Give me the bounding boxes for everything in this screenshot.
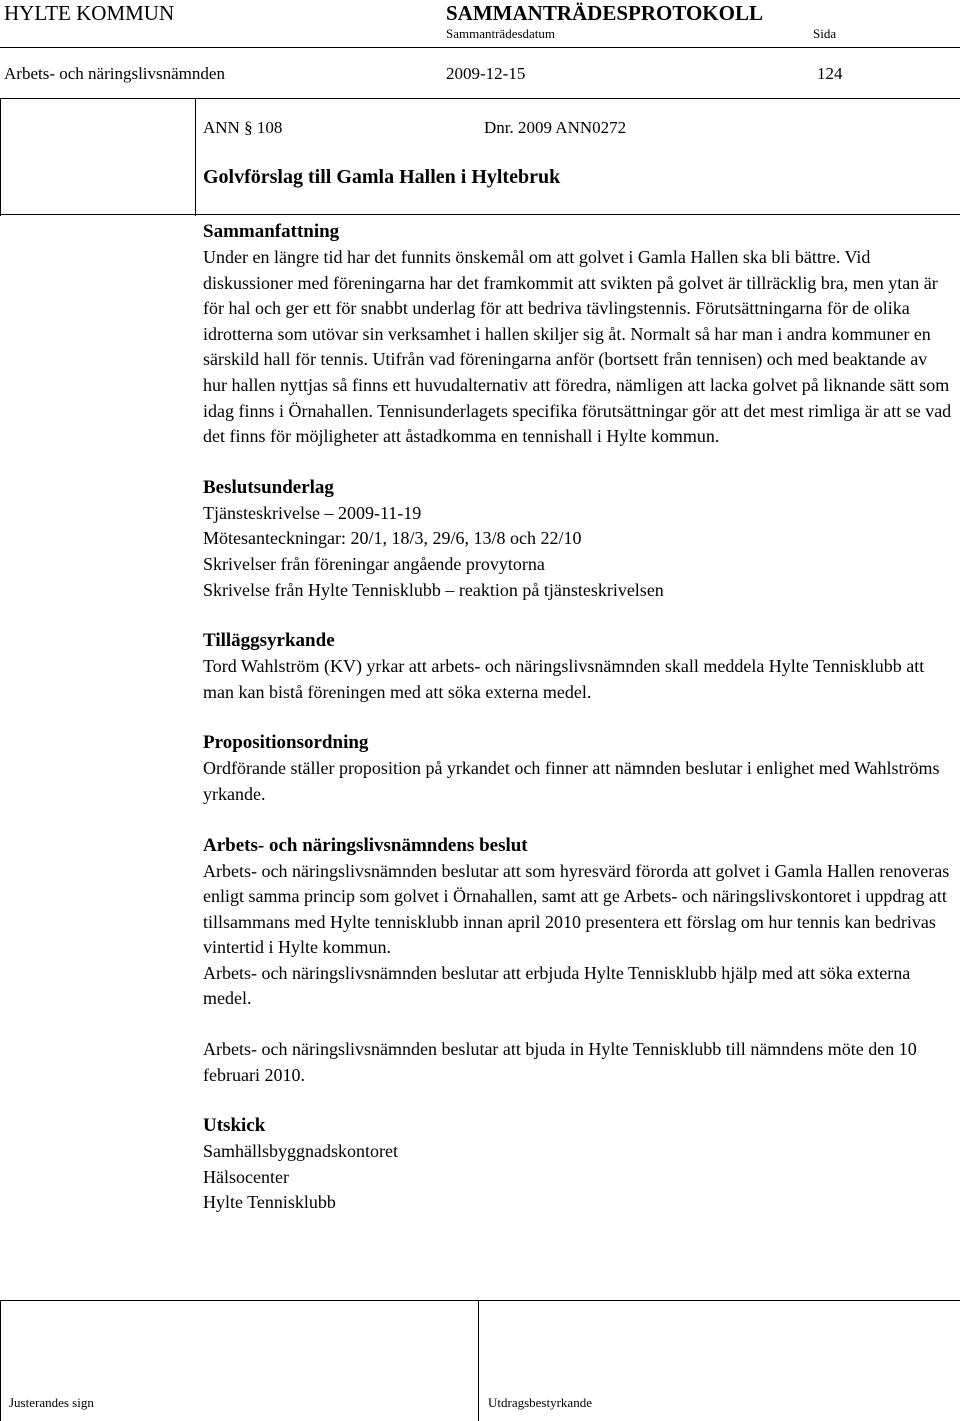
header-bottom-rule (0, 98, 960, 99)
decision-paragraph-1: Arbets- och näringslivsnämnden beslutar att som hyresvärd förorda att golvet i Gamla Hallen renoveras enligt samma princip som golvet i Örnahallen, samt att ge Arbets- och näringslivskontoret i uppdrag att tillsammans med Hylte tennisklubb innan april 2010 presentera ett förslag om hur tennis kan bedrivas vintertid i Hylte kommun. (203, 860, 950, 958)
summary-text: Under en längre tid har det funnits önskemål om att golvet i Gamla Hallen ska bli bättre. Vid diskussioner med föreningarna har det framkommit att svikten på golvet är tillräcklig bra, men ytan är för hal och ger ett för snabbt underlag för att bedriva tävlingstennis. Förutsättningarna för de olika idrotterna som utövar sin verksamhet i hallen skiljer sig åt. Normalt så har man i andra kommuner en särskild hall för tennis. Utifrån vad föreningarna anför (bortsett från tennisen) och med beaktande av hur hallen nyttjas så finns ett huvudalternativ att föredra, nämligen att lacka golvet på liknande sätt som idag finns i Örnahallen. Tennisunderlagets specifika förutsättningar gör att det mest rimliga är att se vad det finns för möjligheter att åstadkomma en tennishall i Hylte kommun. (203, 247, 952, 447)
addition-heading: Tilläggsyrkande (203, 630, 335, 652)
document-type: SAMMANTRÄDESPROTOKOLL (446, 1, 763, 25)
header-rule (0, 47, 960, 48)
proposition-heading: Propositionsordning (203, 732, 369, 754)
title-rule (0, 214, 960, 215)
addition-text: Tord Wahlström (KV) yrkar att arbets- och näringslivsnämnden skall meddela Hylte Tennisklubb att man kan bistå föreningen med att söka externa medel. (203, 656, 925, 702)
summary-heading: Sammanfattning (203, 221, 340, 242)
decision-paragraph-3: Arbets- och näringslivsnämnden beslutar att bjuda in Hylte Tennisklubb till nämndens möte den 10 februari 2010. (203, 1039, 917, 1085)
proposition-section (203, 730, 955, 807)
distribution-item: Hylte Tennisklubb (203, 1192, 336, 1213)
case-reference (203, 118, 282, 138)
committee-name: Arbets- och näringslivsnämnden (4, 64, 225, 83)
basis-item: Skrivelser från föreningar angående provytorna (203, 553, 545, 574)
protocol-body (203, 219, 955, 1216)
decision-paragraph-2: Arbets- och näringslivsnämnden beslutar att erbjuda Hylte Tennisklubb hjälp med att söka externa medel. (203, 962, 911, 1009)
distribution-section (203, 1113, 955, 1216)
case-prefix: ANN (203, 118, 240, 137)
distribution-item: Samhällsbyggnadskontoret (203, 1141, 398, 1162)
addition-section (203, 628, 955, 705)
case-title: Golvförslag till Gamla Hallen i Hyltebruk (203, 166, 561, 188)
meeting-date: 2009-12-15 (446, 64, 526, 83)
page-label: Sida (813, 26, 837, 41)
proposition-text: Ordförande ställer proposition på yrkandet och finner att nämnden beslutar i enlighet med Wahlströms yrkande. (203, 758, 940, 804)
footer-divider (478, 1300, 479, 1421)
basis-heading: Beslutsunderlag (203, 476, 334, 498)
case-column-line (195, 98, 196, 216)
date-label: Sammanträdesdatum (446, 26, 556, 41)
decision-heading: Arbets- och näringslivsnämndens beslut (203, 834, 528, 856)
basis-item: Tjänsteskrivelse – 2009-11-19 (203, 502, 422, 523)
left-margin-line-top (0, 98, 1, 216)
summary-section (203, 219, 955, 450)
case-number: 108 (256, 118, 283, 137)
diary-number: Dnr. 2009 ANN0272 (484, 118, 627, 137)
sign-label: Justerandes sign (9, 1395, 94, 1410)
distribution-item: Hälsocenter (203, 1166, 289, 1187)
basis-section (203, 475, 955, 603)
section-symbol: § (244, 118, 253, 137)
decision-section (203, 833, 955, 1089)
extract-label: Utdragsbestyrkande (488, 1395, 592, 1410)
organization-name: HYLTE KOMMUN (4, 1, 175, 25)
basis-item: Mötesanteckningar: 20/1, 18/3, 29/6, 13/8 och 22/10 (203, 528, 582, 549)
basis-item: Skrivelse från Hylte Tennisklubb – reaktion på tjänsteskrivelsen (203, 579, 664, 600)
footer-rule (0, 1300, 960, 1301)
left-margin-line-bottom (0, 1300, 1, 1421)
distribution-heading: Utskick (203, 1115, 266, 1137)
page-number: 124 (817, 64, 843, 83)
